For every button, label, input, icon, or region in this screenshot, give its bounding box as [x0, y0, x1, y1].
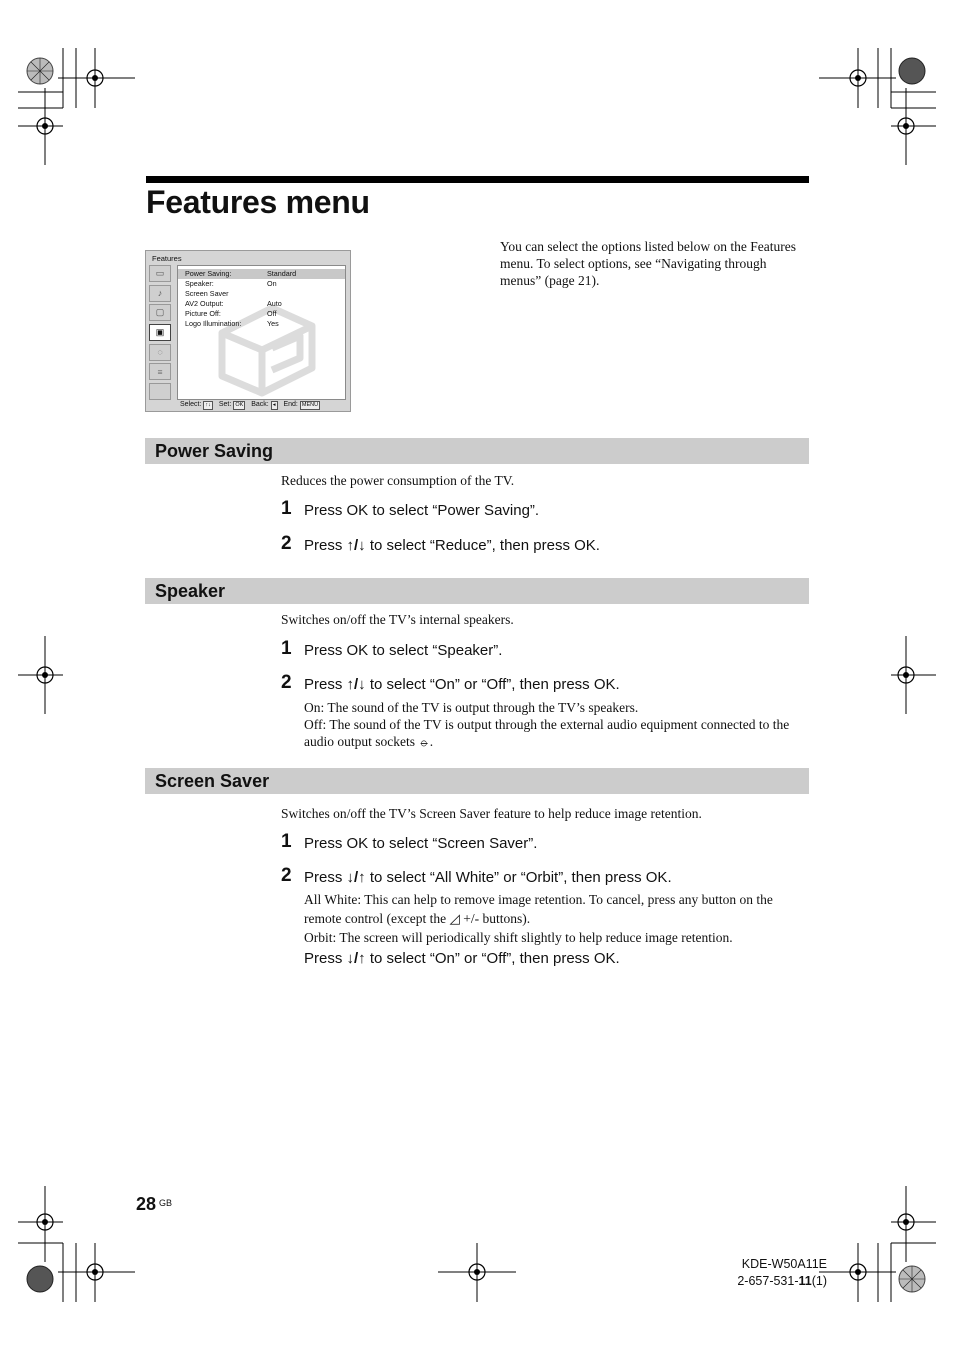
- screen-saver-step1: Press OK to select “Screen Saver”.: [304, 835, 538, 852]
- section-power-saving: [145, 438, 809, 464]
- blank-icon: [149, 383, 171, 400]
- menu-row-av2-output: AV2 Output: Auto: [185, 299, 282, 308]
- arrow-up-down-icon: ↑/↓: [346, 676, 366, 693]
- menu-heading: Features: [152, 254, 182, 263]
- step-number: 2: [281, 672, 292, 693]
- arrow-down-up-icon: ↓/↑: [346, 950, 366, 967]
- screen-saver-notes: [304, 890, 809, 947]
- page-number: 28 $^{GB}$: [136, 1194, 173, 1214]
- menu-icon-column: [149, 265, 174, 401]
- menu-panel: [177, 265, 346, 400]
- power-saving-desc: Reduces the power consumption of the TV.: [281, 473, 515, 488]
- setup-icon: ◌: [149, 344, 171, 361]
- model-number: KDE-W50A11E: [741, 1257, 827, 1271]
- speaker-note-on: On: The sound of the TV is output through the TV’s speakers.: [304, 700, 639, 715]
- power-saving-step2: Press ↑/↓ to select “Reduce”, then press OK.: [304, 537, 600, 554]
- speaker-desc: Switches on/off the TV’s internal speakers.: [281, 612, 514, 627]
- updown-key-icon: ↑↓: [205, 402, 211, 408]
- model-info: [700, 1256, 827, 1290]
- picture-icon: ▭: [149, 265, 171, 282]
- step-number: 2: [281, 865, 292, 886]
- section-title: Speaker: [155, 581, 226, 601]
- screen-saver-step2: Press ↓/↑ to select “All White” or “Orbit”, then press OK.: [304, 869, 672, 886]
- intro-text: You can select the options listed below on the Features menu. To select options, see “Navigating through menus” (page 21).: [500, 239, 796, 288]
- part-number: 2-657-531-11(1): [737, 1274, 827, 1288]
- speaker-step1: Press OK to select “Speaker”.: [304, 642, 503, 659]
- section-title: Power Saving: [155, 441, 274, 461]
- screen-saver-desc: Switches on/off the TV’s Screen Saver feature to help reduce image retention.: [281, 806, 702, 821]
- step-number: 1: [281, 498, 292, 519]
- pc-icon: ≡: [149, 363, 171, 380]
- menu-footer: Select: ↑↓ Set: OK Back: ◂ End: MENU: [180, 401, 319, 408]
- step-number: 1: [281, 831, 292, 852]
- menu-row-picture-off: Picture Off: Off: [185, 309, 277, 318]
- menu-row-power-saving: Power Saving: Standard: [178, 269, 345, 279]
- step-number: 2: [281, 533, 292, 554]
- speaker-note-off: Off: The sound of the TV is output through the external audio equipment connected to the audio output sockets ⦵.: [304, 717, 790, 749]
- menu-row-screen-saver: Screen Saver: [185, 289, 229, 298]
- section-screen-saver: [145, 768, 809, 794]
- page-title: Features menu: [146, 184, 370, 220]
- power-saving-step1: Press OK to select “Power Saving”.: [304, 502, 540, 519]
- speaker-notes: [304, 699, 809, 750]
- features-icon: ▣: [149, 324, 171, 341]
- menu-row-logo-illumination: Logo Illumination: Yes: [185, 319, 279, 328]
- speaker-step2: Press ↑/↓ to select “On” or “Off”, then press OK.: [304, 676, 620, 693]
- screen-icon: ▢: [149, 304, 171, 321]
- volume-icon: ◿: [449, 911, 460, 926]
- step-number: 1: [281, 638, 292, 659]
- screen-saver-step3: Press ↓/↑ to select “On” or “Off”, then press OK.: [304, 950, 620, 967]
- screen-saver-note-orbit: Orbit: The screen will periodically shift slightly to help reduce image retention.: [304, 930, 733, 945]
- screen-saver-note-all-white: All White: This can help to remove image retention. To cancel, press any button on the remote control (except the ◿ +/- buttons).: [304, 892, 773, 926]
- menu-row-speaker: Speaker: On: [185, 279, 277, 288]
- audio-output-icon: ⦵: [418, 734, 430, 749]
- features-menu-screenshot: [145, 250, 351, 412]
- arrow-down-up-icon: ↓/↑: [346, 869, 366, 886]
- title-rule: [146, 176, 809, 183]
- section-title: Screen Saver: [155, 771, 270, 791]
- section-speaker: [145, 578, 809, 604]
- back-key-icon: ◂: [272, 402, 276, 408]
- sound-icon: ♪: [149, 285, 171, 302]
- arrow-up-down-icon: ↑/↓: [346, 537, 366, 554]
